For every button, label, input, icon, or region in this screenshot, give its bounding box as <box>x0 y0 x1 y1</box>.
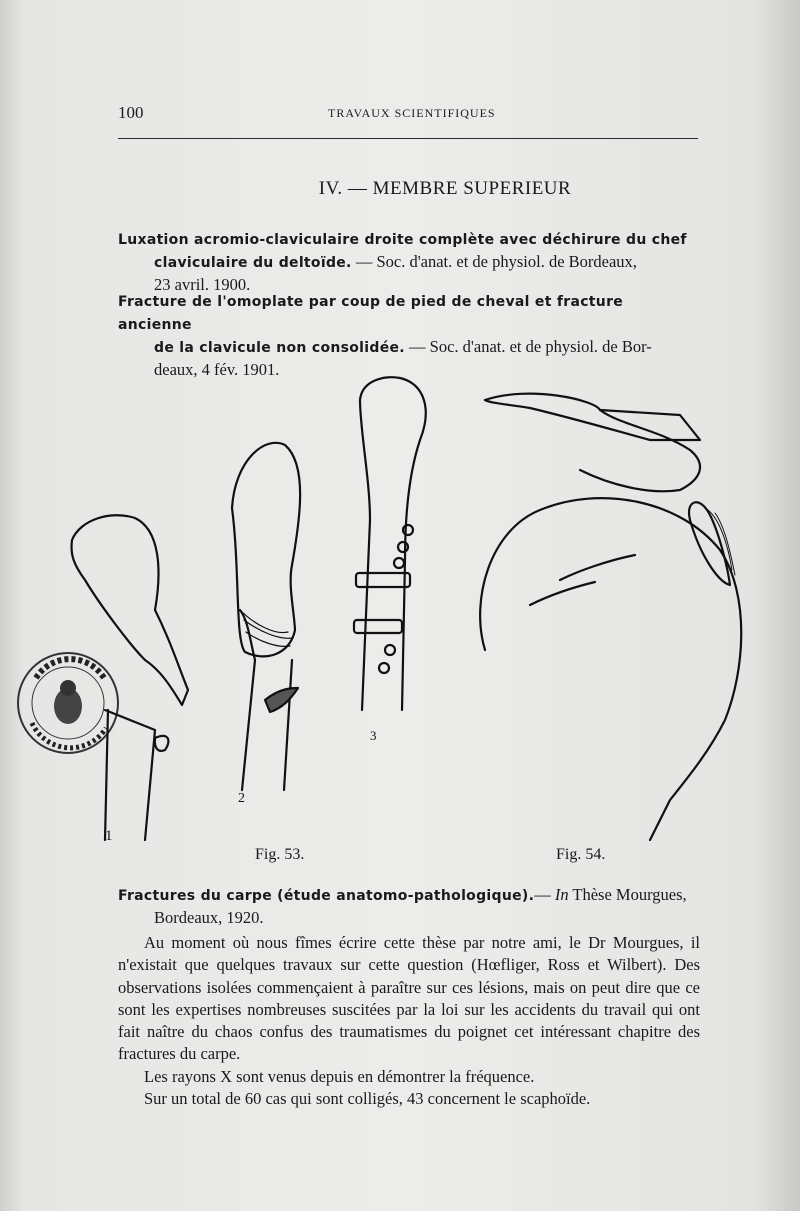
bibliography-entry-2 <box>118 290 700 381</box>
fig-53-drawing-3 <box>354 377 426 743</box>
figure-54-caption: Fig. 54. <box>556 846 606 863</box>
fig-53-drawing-2 <box>232 443 300 806</box>
entry-reference-cont: Bordeaux, 1920. <box>154 908 264 927</box>
entry-title-cont: claviculaire du deltoïde. <box>154 255 352 271</box>
entry-title-cont: de la clavicule non consolidée. <box>154 340 405 356</box>
paragraph-3: Sur un total de 60 cas qui sont colligés, 43 concernent le scaphoïde. <box>144 1089 591 1109</box>
figure-number: 2 <box>238 791 245 806</box>
fig-53-drawing-1 <box>72 515 188 844</box>
entry-reference: — Soc. d'anat. et de physiol. de Bordeaux, <box>351 252 637 271</box>
page-header <box>118 103 698 123</box>
figures-53-54 <box>60 370 760 850</box>
section-heading: IV. — MEMBRE SUPERIEUR <box>318 178 572 199</box>
page-number: 100 <box>118 103 144 122</box>
fig-54-drawing <box>480 394 741 840</box>
figure-number: 3 <box>370 728 377 743</box>
entry-reference: Thèse Mourgues, <box>568 885 687 904</box>
figure-53-caption: Fig. 53. <box>255 846 305 863</box>
entry-reference-cont: 23 avril. 1900. <box>154 275 251 294</box>
figure-number: 1 <box>105 828 113 844</box>
bibliography-entry-3 <box>118 884 700 929</box>
entry-dash: — <box>534 885 555 904</box>
entry-title: Fractures du carpe (étude anatomo-pathologique). <box>118 888 535 904</box>
entry-reference-italic: In <box>554 885 569 904</box>
entry-reference-cont: deaux, 4 fév. 1901. <box>154 360 280 379</box>
entry-title: Luxation acromio-claviculaire droite complète avec déchirure du chef <box>118 232 687 248</box>
paragraph-1: Au moment où nous fîmes écrire cette thèse par notre ami, le Dr Mourgues, il n'existait que quelques travaux sur cette question (Hœfliger, Ross et Wilbert). Des observations isolées commençaient à paraître sur ces lésions, mais on peut dire que ce sont les expertises nombreuses suscitées par la loi sur les accidents du travail qui ont fait naître du chaos confus des traumatismes du poignet cet intéressant chapitre des fractures du carpe. <box>118 933 700 1064</box>
running-title: TRAVAUX SCIENTIFIQUES <box>328 106 496 120</box>
header-rule <box>118 138 698 139</box>
entry-title: Fracture de l'omoplate par coup de pied de cheval et fracture ancienne <box>118 294 624 333</box>
bibliography-entry-1 <box>118 228 700 296</box>
entry-reference: — Soc. d'anat. et de physiol. de Bor- <box>404 337 652 356</box>
paragraph-2: Les rayons X sont venus depuis en démontrer la fréquence. <box>144 1066 535 1086</box>
body-text <box>118 932 700 1110</box>
